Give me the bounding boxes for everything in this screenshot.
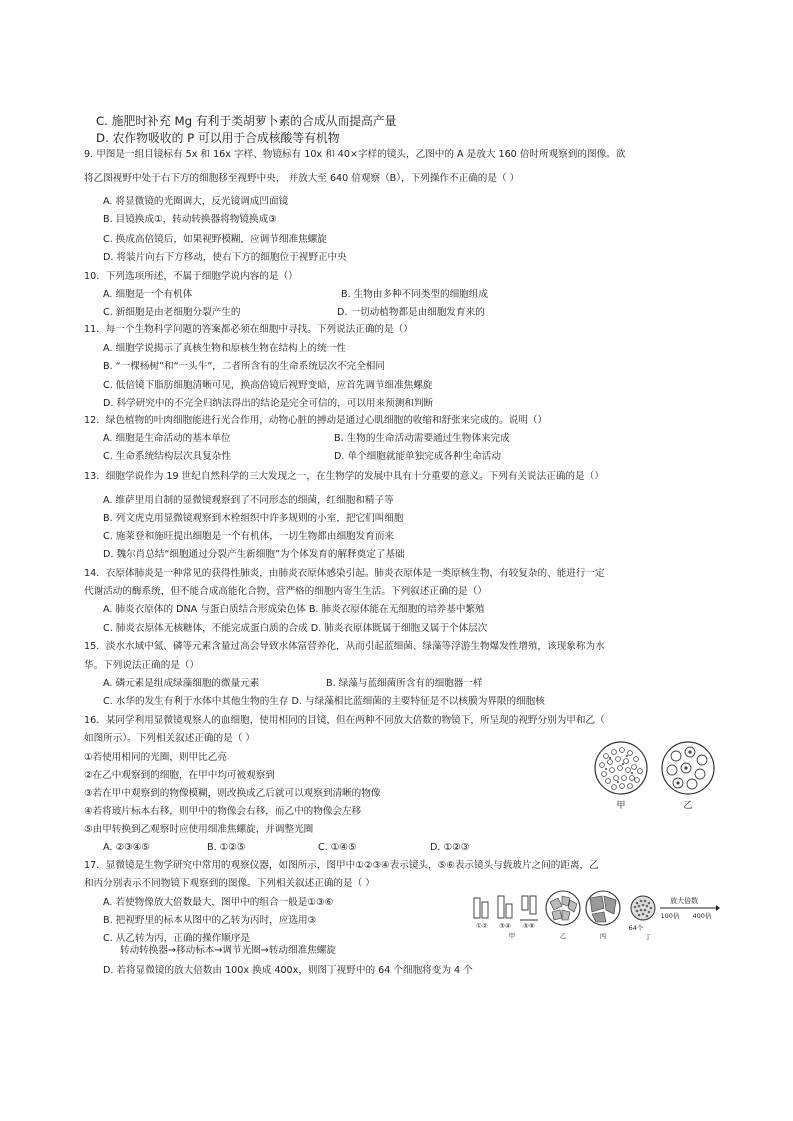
q11-option-b: B. “一棵杨树”和“一头牛”，二者所含有的生命系统层次不完全相同: [103, 361, 385, 372]
option-c-q8: C. 施肥时补充 Mg 有利于类胡萝卜素的合成从而提高产量: [96, 114, 397, 128]
q17-option-b: B. 把视野里的标本从图中的乙转为丙时，应选用③: [103, 915, 317, 926]
question-16-stem: 16．某同学利用显微镜观察人的血细胞，使用相同的目镜，但在两种不同放大倍数的物镜下，所呈现的视野分别为甲和乙（: [84, 715, 605, 726]
question-12-stem: 12．绿色植物的叶肉细胞能进行光合作用，动物心脏的搏动是通过心肌细胞的收缩和舒张来完成的。说明（）: [84, 415, 548, 426]
lens-group: [474, 896, 538, 920]
mag-from: 100倍: [660, 912, 680, 920]
q16-statement-5: ⑤由甲转换到乙观察时应使用细准焦螺旋，并调整光圈: [84, 824, 314, 835]
question-9-stem: 9. 甲图是一组目镜标有 5x 和 16x 字样、物镜标有 10x 和 40×字样的镜头，乙图中的 A 是放大 160 倍时所观察到的图像。欲: [84, 149, 626, 160]
q10-option-a: A. 细胞是一个有机体: [103, 289, 193, 300]
label-bing-17: 丙: [599, 932, 607, 940]
label-jia-17: 甲: [508, 932, 516, 940]
question-9-stem-cont: 将乙图视野中处于右下方的细胞移至视野中央， 并放大至 640 倍观察（B），下列操作不正确的是（ ）: [84, 173, 520, 184]
q13-option-d: D. 魏尔肖总结“细胞通过分裂产生新细胞”为个体发育的解释奠定了基础: [103, 549, 405, 560]
count-label: 64个: [628, 924, 644, 932]
q12-option-d: D. 单个细胞就能单独完成各种生命活动: [334, 451, 501, 462]
q16-option-c: C. ①④⑤: [318, 842, 357, 853]
mag-title: 放大倍数: [670, 897, 698, 905]
question-14-stem-cont: 代谢活动的酶系统，但不能合成高能化合物，营严格的细胞内寄生生活。下列叙述正确的是（）: [84, 586, 487, 597]
lens-label-12: ①②: [476, 922, 488, 930]
question-17-stem-cont: 和丙分别表示不同物镜下观察到的图像。下列相关叙述正确的是（ ）: [84, 878, 375, 889]
q16-statement-2: ②在乙中观察到的细胞，在甲中均可被观察到: [84, 770, 275, 781]
q9-option-b: B. 目镜换成①，转动转换器将物镜换成③: [103, 214, 277, 225]
question-16-stem-cont: 如图所示）。下列相关叙述正确的是（ ）: [84, 733, 255, 744]
q17-microscope-figure: [470, 890, 720, 946]
label-jia: 甲: [616, 801, 626, 811]
q11-option-d: D. 科学研究中的不完全归纳法得出的结论是完全可信的，可以用来预测和判断: [103, 398, 434, 409]
q16-option-a: A. ②③④⑤: [103, 842, 150, 853]
label-ding-17: 丁: [644, 933, 652, 941]
question-13-stem: 13．细胞学说作为 19 世纪自然科学的三大发现之一，在生物学的发展中具有十分重要的意义。下列有关说法正确的是（）: [84, 471, 604, 482]
q15-option-cd: C. 水华的发生有利于水体中其他生物的生存 D. 与绿藻相比蓝细菌的主要特征是不以核膜为界限的细胞核: [103, 696, 545, 707]
question-15-stem-cont: 华。下列说法正确的是（）: [84, 660, 200, 671]
question-10-stem: 10．下列选项所述，不属于细胞学说内容的是（）: [84, 271, 298, 282]
q16-option-b: B. ①②⑤: [207, 842, 246, 853]
option-d-q8: D. 农作物吸收的 P 可以用于合成核酸等有机物: [96, 131, 340, 145]
field-jia: [595, 742, 647, 794]
q16-option-d: D. ①②③: [430, 842, 470, 853]
question-11-stem: 11．每一个生物科学问题的答案都必须在细胞中寻找。下列说法正确的是（）: [84, 324, 413, 335]
q10-option-b: B. 生物由多种不同类型的细胞组成: [341, 289, 488, 300]
question-14-stem: 14．衣原体肺炎是一种常见的获得性肺炎，由肺炎衣原体感染引起。肺炎衣原体是一类原核生物，有较复杂的、能进行一定: [84, 568, 605, 579]
q13-option-a: A. 维萨里用自制的显微镜观察到了不同形态的细菌，红细胞和精子等: [103, 495, 394, 506]
q9-option-a: A. 将显微镜的光圈调大，反光镜调成凹面镜: [103, 196, 289, 207]
label-yi-17: 乙: [559, 932, 567, 940]
q13-option-b: B. 列文虎克用显微镜观察到木栓组织中许多规则的小室，把它们叫细胞: [103, 513, 404, 524]
q17-option-c-cont: 转动转换器→移动标本→调节光圈→转动细准焦螺旋: [120, 945, 336, 956]
q16-statement-3: ③若在甲中观察到的物像模糊，则改换成乙后就可以观察到清晰的物像: [84, 788, 381, 799]
lens-label-56: ⑤⑥: [523, 922, 535, 930]
q17-option-d: D. 若将显微镜的放大倍数由 100x 换成 400x，则图丁视野中的 64 个细胞将变为 4 个: [103, 965, 473, 976]
q11-option-a: A. 细胞学说揭示了真核生物和原核生物在结构上的统一性: [103, 343, 346, 354]
q15-option-a: A. 磷元素是组成绿藻细胞的微量元素: [103, 678, 260, 689]
q10-option-c: C. 新细胞是由老细胞分裂产生的: [103, 307, 241, 318]
q9-option-d: D. 将装片向右下方移动，使右下方的细胞位于视野正中央: [103, 252, 347, 263]
field-ding-17: [631, 896, 655, 920]
mag-to: 400倍: [692, 912, 712, 920]
question-17-stem: 17．显微镜是生物学研究中常用的观察仪器，如图所示，图甲中①②③④表示镜头，⑤⑥表示镜头与载玻片之间的距离，乙: [84, 860, 599, 871]
q16-statement-4: ④若将玻片标本右移，则甲中的物像会右移，而乙中的物像会左移: [84, 806, 362, 817]
q17-option-a: A. 若使物像放大倍数最大，图甲中的组合一般是①③⑥: [103, 897, 334, 908]
label-yi: 乙: [683, 801, 693, 811]
q13-option-c: C. 施莱登和施旺提出细胞是一个有机体，一切生物都由细胞发育而来: [103, 531, 395, 542]
q16-statement-1: ①若使用相同的光圈，则甲比乙亮: [84, 752, 227, 763]
question-15-stem: 15．淡水水域中氮、磷等元素含量过高会导致水体富营养化，从而引起蓝细菌、绿藻等浮游生物爆发性增殖，该现象称为水: [84, 641, 605, 652]
q10-option-d: D. 一切动植物都是由细胞发育来的: [337, 307, 485, 318]
mag-arrow-head: [716, 905, 720, 911]
field-yi-17: [546, 891, 580, 925]
q15-option-b: B. 绿藻与蓝细菌所含有的细胞器一样: [326, 678, 483, 689]
q14-option-ab: A. 肺炎衣原体的 DNA 与蛋白质结合形成染色体 B. 肺炎衣原体能在无细胞的培养基中繁殖: [103, 604, 485, 615]
q12-option-c: C. 生命系统结构层次具复杂性: [103, 451, 231, 462]
q12-option-b: B. 生物的生命活动需要通过生物体来完成: [334, 433, 510, 444]
q9-option-c: C. 换成高倍镜后，如果视野模糊，应调节细准焦螺旋: [103, 234, 327, 245]
field-yi: [662, 742, 714, 794]
q11-option-c: C. 低倍镜下脂肪细胞清晰可见，换高倍镜后视野变暗，应首先调节细准焦螺旋: [103, 380, 433, 391]
q17-option-c: C. 从乙转为丙，正确的操作顺序是: [103, 933, 251, 944]
q16-microscope-figure: [590, 738, 720, 814]
field-bing-17: [586, 891, 620, 925]
q12-option-a: A. 细胞是生命活动的基本单位: [103, 433, 231, 444]
lens-label-34: ③④: [499, 922, 511, 930]
q14-option-cd: C. 肺炎衣原体无核糖体，不能完成蛋白质的合成 D. 肺炎衣原体既属于细胞又属于个体层次: [103, 623, 488, 634]
